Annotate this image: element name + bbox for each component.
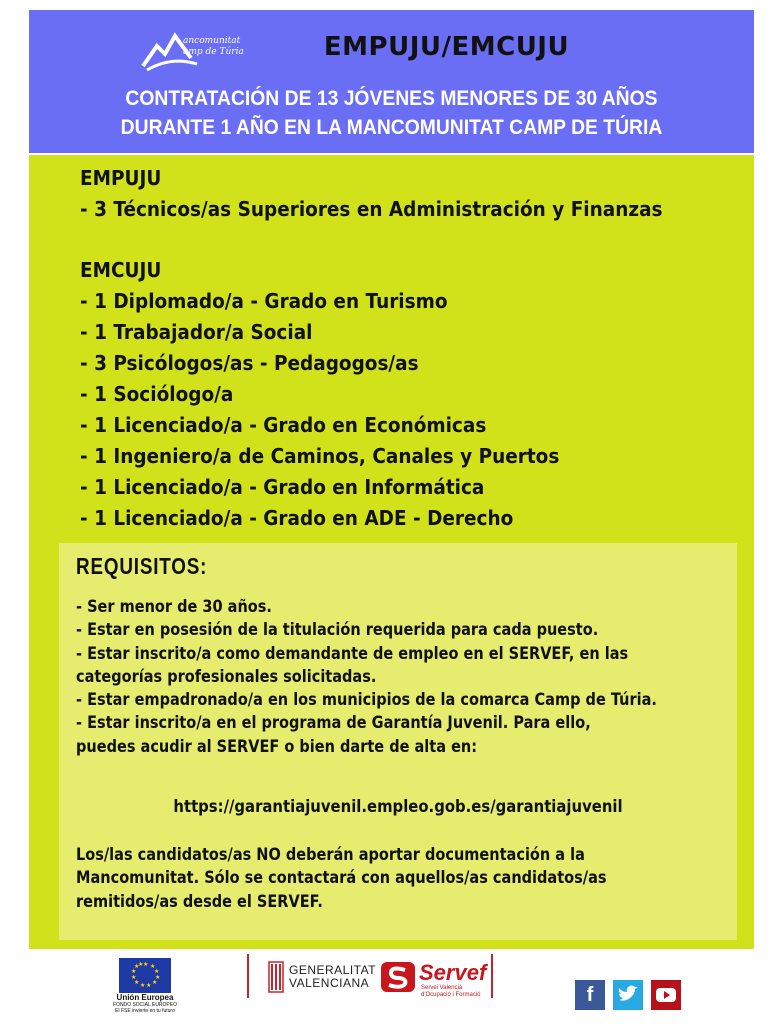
gv-line2: VALENCIANA — [289, 976, 370, 990]
empuju-item: - 3 Técnicos/as Superiores en Administración y Finanzas — [80, 197, 663, 221]
svg-text:★: ★ — [138, 961, 144, 968]
page-title: EMPUJU/EMCUJU — [323, 32, 570, 62]
servef-sub1: Servei Valencià — [421, 985, 463, 991]
header — [29, 10, 754, 153]
youtube-icon[interactable] — [651, 980, 681, 1010]
svg-text:★: ★ — [134, 963, 140, 970]
generalitat-logo — [267, 960, 377, 1000]
requirements-box — [59, 543, 737, 940]
emcuju-item: - 1 Licenciado/a - Grado en Informática — [80, 475, 485, 499]
note-line: Mancomunitat. Sólo se contactará con aquellos/as candidatos/as — [76, 868, 607, 888]
requirement-line: categorías profesionales solicitadas. — [76, 666, 377, 686]
facebook-icon[interactable]: f — [575, 980, 605, 1010]
svg-text:★: ★ — [146, 982, 152, 989]
requirement-line: - Estar inscrito/a como demandante de empleo en el SERVEF, en las — [76, 643, 629, 663]
poster — [29, 10, 754, 1014]
svg-text:★: ★ — [131, 974, 137, 981]
svg-text:★: ★ — [143, 961, 149, 968]
svg-text:★: ★ — [134, 979, 140, 986]
svg-text:★: ★ — [150, 963, 156, 970]
requirement-line: - Estar inscrito/a en el programa de Garantía Juvenil. Para ello, — [76, 713, 591, 733]
eu-label: Unión Europea — [116, 993, 174, 1002]
requirement-line: - Estar empadronado/a en los municipios de la comarca Camp de Túria. — [76, 690, 657, 710]
emcuju-item: - 3 Psicólogos/as - Pedagogos/as — [80, 351, 419, 375]
emcuju-item: - 1 Sociólogo/a — [80, 382, 234, 406]
svg-text:★: ★ — [155, 974, 161, 981]
servef-badge-icon — [379, 960, 417, 994]
footer-divider — [247, 954, 249, 998]
subtitle-line2: DURANTE 1 AÑO EN LA MANCOMUNITAT CAMP DE TÚRIA — [120, 116, 663, 139]
eu-flag-icon — [119, 958, 171, 993]
gv-text — [289, 964, 376, 990]
garantia-juvenil-link[interactable]: https://garantiajuvenil.empleo.gob.es/garantiajuvenil — [173, 797, 623, 816]
logo-text-line1: ancomunitat — [183, 36, 241, 46]
empuju-heading: EMPUJU — [80, 166, 162, 190]
subtitle-line1: CONTRATACIÓN DE 13 JÓVENES MENORES DE 30 AÑOS — [125, 87, 658, 110]
twitter-icon[interactable] — [613, 980, 643, 1010]
servef-subtitle — [421, 985, 481, 999]
footer — [29, 950, 754, 1014]
positions-list — [80, 163, 750, 534]
svg-text:★: ★ — [154, 968, 160, 975]
gv-crest-icon — [267, 960, 285, 996]
emcuju-item: - 1 Trabajador/a Social — [80, 320, 313, 344]
requirement-line: - Ser menor de 30 años. — [76, 597, 272, 616]
requirements-list — [76, 595, 736, 758]
emcuju-item: - 1 Licenciado/a - Grado en Económicas — [80, 413, 487, 437]
servef-sub2: d'Ocupació i Formació — [421, 992, 481, 998]
requirement-line: - Estar en posesión de la titulación requerida para cada puesto. — [76, 620, 599, 640]
logo-text-line2: amp de Túria — [183, 47, 244, 57]
svg-text:★: ★ — [140, 982, 146, 989]
gv-line1: GENERALITAT — [289, 963, 377, 977]
emcuju-item: - 1 Ingeniero/a de Caminos, Canales y Puertos — [80, 444, 560, 468]
emcuju-item: - 1 Diplomado/a - Grado en Turismo — [80, 289, 448, 313]
note-line: remitidos/as desde el SERVEF. — [76, 891, 323, 911]
servef-logo — [379, 960, 489, 1004]
svg-text:★: ★ — [131, 968, 137, 975]
svg-text:★: ★ — [152, 979, 158, 986]
servef-wordmark: Servef — [419, 960, 487, 985]
footer-divider — [491, 954, 493, 998]
eu-motto: El FSE invierte en tu futuro — [115, 1008, 175, 1014]
requirements-title: REQUISITOS: — [76, 553, 208, 579]
content-area — [29, 155, 754, 949]
requirements-note — [76, 843, 736, 913]
requirement-line: puedes acudir al SERVEF o bien darte de alta en: — [76, 736, 478, 756]
eu-caption — [99, 994, 191, 1014]
emcuju-item: - 1 Licenciado/a - Grado en ADE - Derecho — [80, 506, 514, 530]
eu-fund: FONDO SOCIAL EUROPEO — [113, 1002, 177, 1008]
note-line: Los/las candidatos/as NO deberán aportar documentación a la — [76, 845, 585, 864]
emcuju-heading: EMCUJU — [80, 258, 162, 282]
